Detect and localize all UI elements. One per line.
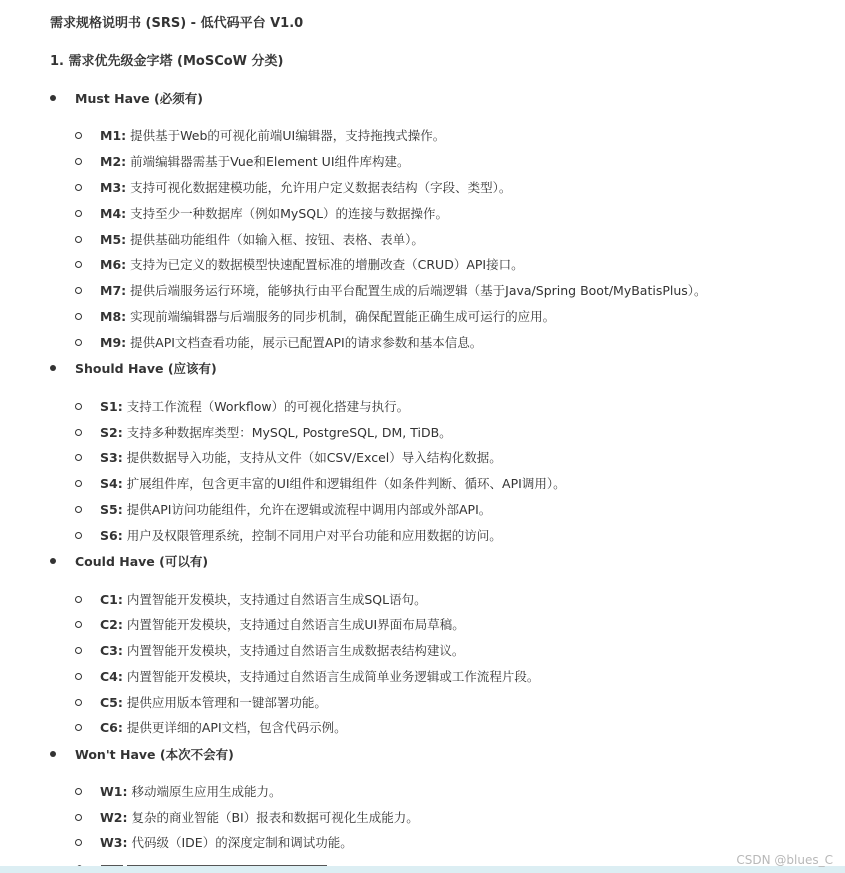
circle-bullet-icon xyxy=(75,210,82,217)
category-label: Won't Have (本次不会有) xyxy=(75,747,234,762)
item-text: 用户及权限管理系统，控制不同用户对平台功能和应用数据的访问。 xyxy=(126,528,502,543)
watermark: CSDN @blues_C xyxy=(736,853,833,867)
list-item xyxy=(75,279,707,301)
document-title: 需求规格说明书 (SRS) - 低代码平台 V1.0 xyxy=(50,16,304,31)
circle-bullet-icon xyxy=(75,132,82,139)
item-text: 提供后端服务运行环境，能够执行由平台配置生成的后端逻辑（基于Java/Spring Boot/MyBatisPlus）。 xyxy=(130,283,707,298)
item-text: 前端编辑器需基于Vue和Element UI组件库构建。 xyxy=(130,154,410,169)
circle-bullet-icon xyxy=(75,724,82,731)
item-code: M2: xyxy=(100,153,127,169)
section-heading: 1. 需求优先级金字塔 (MoSCoW 分类) xyxy=(50,54,284,69)
circle-bullet-icon xyxy=(75,506,82,513)
list-item xyxy=(75,780,282,802)
circle-bullet-icon xyxy=(75,236,82,243)
item-text: 提供API访问功能组件，允许在逻辑或流程中调用内部或外部API。 xyxy=(126,502,492,517)
item-code: C6: xyxy=(100,719,123,735)
item-code: C4: xyxy=(100,668,123,684)
item-text: 内置智能开发模块，支持通过自然语言生成UI界面布局草稿。 xyxy=(126,617,465,632)
circle-bullet-icon xyxy=(75,429,82,436)
item-text: 提供基础功能组件（如输入框、按钮、表格、表单）。 xyxy=(130,232,424,247)
item-code: S2: xyxy=(100,424,123,440)
bullet-icon xyxy=(50,95,56,101)
item-text: 支持为已定义的数据模型快速配置标准的增删改查（CRUD）API接口。 xyxy=(130,257,524,272)
list-item xyxy=(75,472,566,494)
item-code: C2: xyxy=(100,616,123,632)
circle-bullet-icon xyxy=(75,454,82,461)
list-item xyxy=(75,150,410,172)
category-could-have xyxy=(50,550,208,572)
item-text: 提供应用版本管理和一键部署功能。 xyxy=(126,695,327,710)
category-must-have xyxy=(50,87,203,109)
item-code: C1: xyxy=(100,591,123,607)
list-item xyxy=(75,331,482,353)
circle-bullet-icon xyxy=(75,184,82,191)
list-item xyxy=(75,395,409,417)
list-item xyxy=(75,446,502,468)
circle-bullet-icon xyxy=(75,158,82,165)
item-code: M5: xyxy=(100,231,127,247)
item-text: 复杂的商业智能（BI）报表和数据可视化生成能力。 xyxy=(131,810,419,825)
item-text: 支持可视化数据建模功能，允许用户定义数据表结构（字段、类型）。 xyxy=(130,180,512,195)
item-code: M1: xyxy=(100,127,127,143)
item-text: 提供基于Web的可视化前端UI编辑器，支持拖拽式操作。 xyxy=(130,128,446,143)
circle-bullet-icon xyxy=(75,647,82,654)
item-code: M8: xyxy=(100,308,127,324)
item-text: 代码级（IDE）的深度定制和调试功能。 xyxy=(131,835,353,850)
item-code: S3: xyxy=(100,449,123,465)
circle-bullet-icon xyxy=(75,699,82,706)
list-item xyxy=(75,716,347,738)
bullet-icon xyxy=(50,365,56,371)
item-code: M7: xyxy=(100,282,127,298)
circle-bullet-icon xyxy=(75,403,82,410)
item-code: M6: xyxy=(100,256,127,272)
list-item xyxy=(75,665,539,687)
circle-bullet-icon xyxy=(75,480,82,487)
category-wont-have xyxy=(50,743,234,765)
item-code: S4: xyxy=(100,475,123,491)
item-text: 实现前端编辑器与后端服务的同步机制，确保配置能正确生成可运行的应用。 xyxy=(130,309,556,324)
category-label: Must Have (必须有) xyxy=(75,91,203,106)
list-item xyxy=(75,228,424,250)
item-text: 提供更详细的API文档，包含代码示例。 xyxy=(126,720,347,735)
circle-bullet-icon xyxy=(75,261,82,268)
circle-bullet-icon xyxy=(75,287,82,294)
item-code: W2: xyxy=(100,809,128,825)
item-code: C3: xyxy=(100,642,123,658)
list-item xyxy=(75,806,419,828)
item-text: 支持至少一种数据库（例如MySQL）的连接与数据操作。 xyxy=(130,206,449,221)
circle-bullet-icon xyxy=(75,532,82,539)
circle-bullet-icon xyxy=(75,621,82,628)
item-code: W1: xyxy=(100,783,128,799)
list-item xyxy=(75,831,353,853)
list-item xyxy=(75,639,464,661)
list-item xyxy=(75,588,427,610)
item-code: M9: xyxy=(100,334,127,350)
item-text: 扩展组件库，包含更丰富的UI组件和逻辑组件（如条件判断、循环、API调用）。 xyxy=(126,476,566,491)
list-item xyxy=(75,613,465,635)
circle-bullet-icon xyxy=(75,339,82,346)
list-item xyxy=(75,421,452,443)
circle-bullet-icon xyxy=(75,313,82,320)
circle-bullet-icon xyxy=(75,788,82,795)
item-code: M4: xyxy=(100,205,127,221)
item-code: S5: xyxy=(100,501,123,517)
list-item xyxy=(75,691,327,713)
item-code: M3: xyxy=(100,179,127,195)
item-text: 提供数据导入功能，支持从文件（如CSV/Excel）导入结构化数据。 xyxy=(126,450,502,465)
item-text: 内置智能开发模块，支持通过自然语言生成SQL语句。 xyxy=(126,592,427,607)
bottom-scroll-strip xyxy=(0,866,845,873)
item-text: 提供API文档查看功能，展示已配置API的请求参数和基本信息。 xyxy=(130,335,483,350)
list-item xyxy=(75,176,511,198)
circle-bullet-icon xyxy=(75,839,82,846)
circle-bullet-icon xyxy=(75,596,82,603)
item-text: 内置智能开发模块，支持通过自然语言生成简单业务逻辑或工作流程片段。 xyxy=(126,669,540,684)
circle-bullet-icon xyxy=(75,814,82,821)
item-text: 内置智能开发模块，支持通过自然语言生成数据表结构建议。 xyxy=(126,643,465,658)
list-item xyxy=(75,524,502,546)
bullet-icon xyxy=(50,751,56,757)
list-item xyxy=(75,498,491,520)
item-code: S6: xyxy=(100,527,123,543)
item-code: C5: xyxy=(100,694,123,710)
item-text: 移动端原生应用生成能力。 xyxy=(131,784,282,799)
list-item xyxy=(75,202,448,224)
category-should-have xyxy=(50,357,217,379)
category-label: Should Have (应该有) xyxy=(75,361,217,376)
item-code: S1: xyxy=(100,398,123,414)
list-item xyxy=(75,124,445,146)
circle-bullet-icon xyxy=(75,673,82,680)
list-item xyxy=(75,305,555,327)
bullet-icon xyxy=(50,558,56,564)
item-code: W3: xyxy=(100,834,128,850)
list-item xyxy=(75,253,524,275)
item-text: 支持多种数据库类型：MySQL, PostgreSQL, DM, TiDB。 xyxy=(126,425,452,440)
category-label: Could Have (可以有) xyxy=(75,554,209,569)
item-text: 支持工作流程（Workflow）的可视化搭建与执行。 xyxy=(126,399,410,414)
